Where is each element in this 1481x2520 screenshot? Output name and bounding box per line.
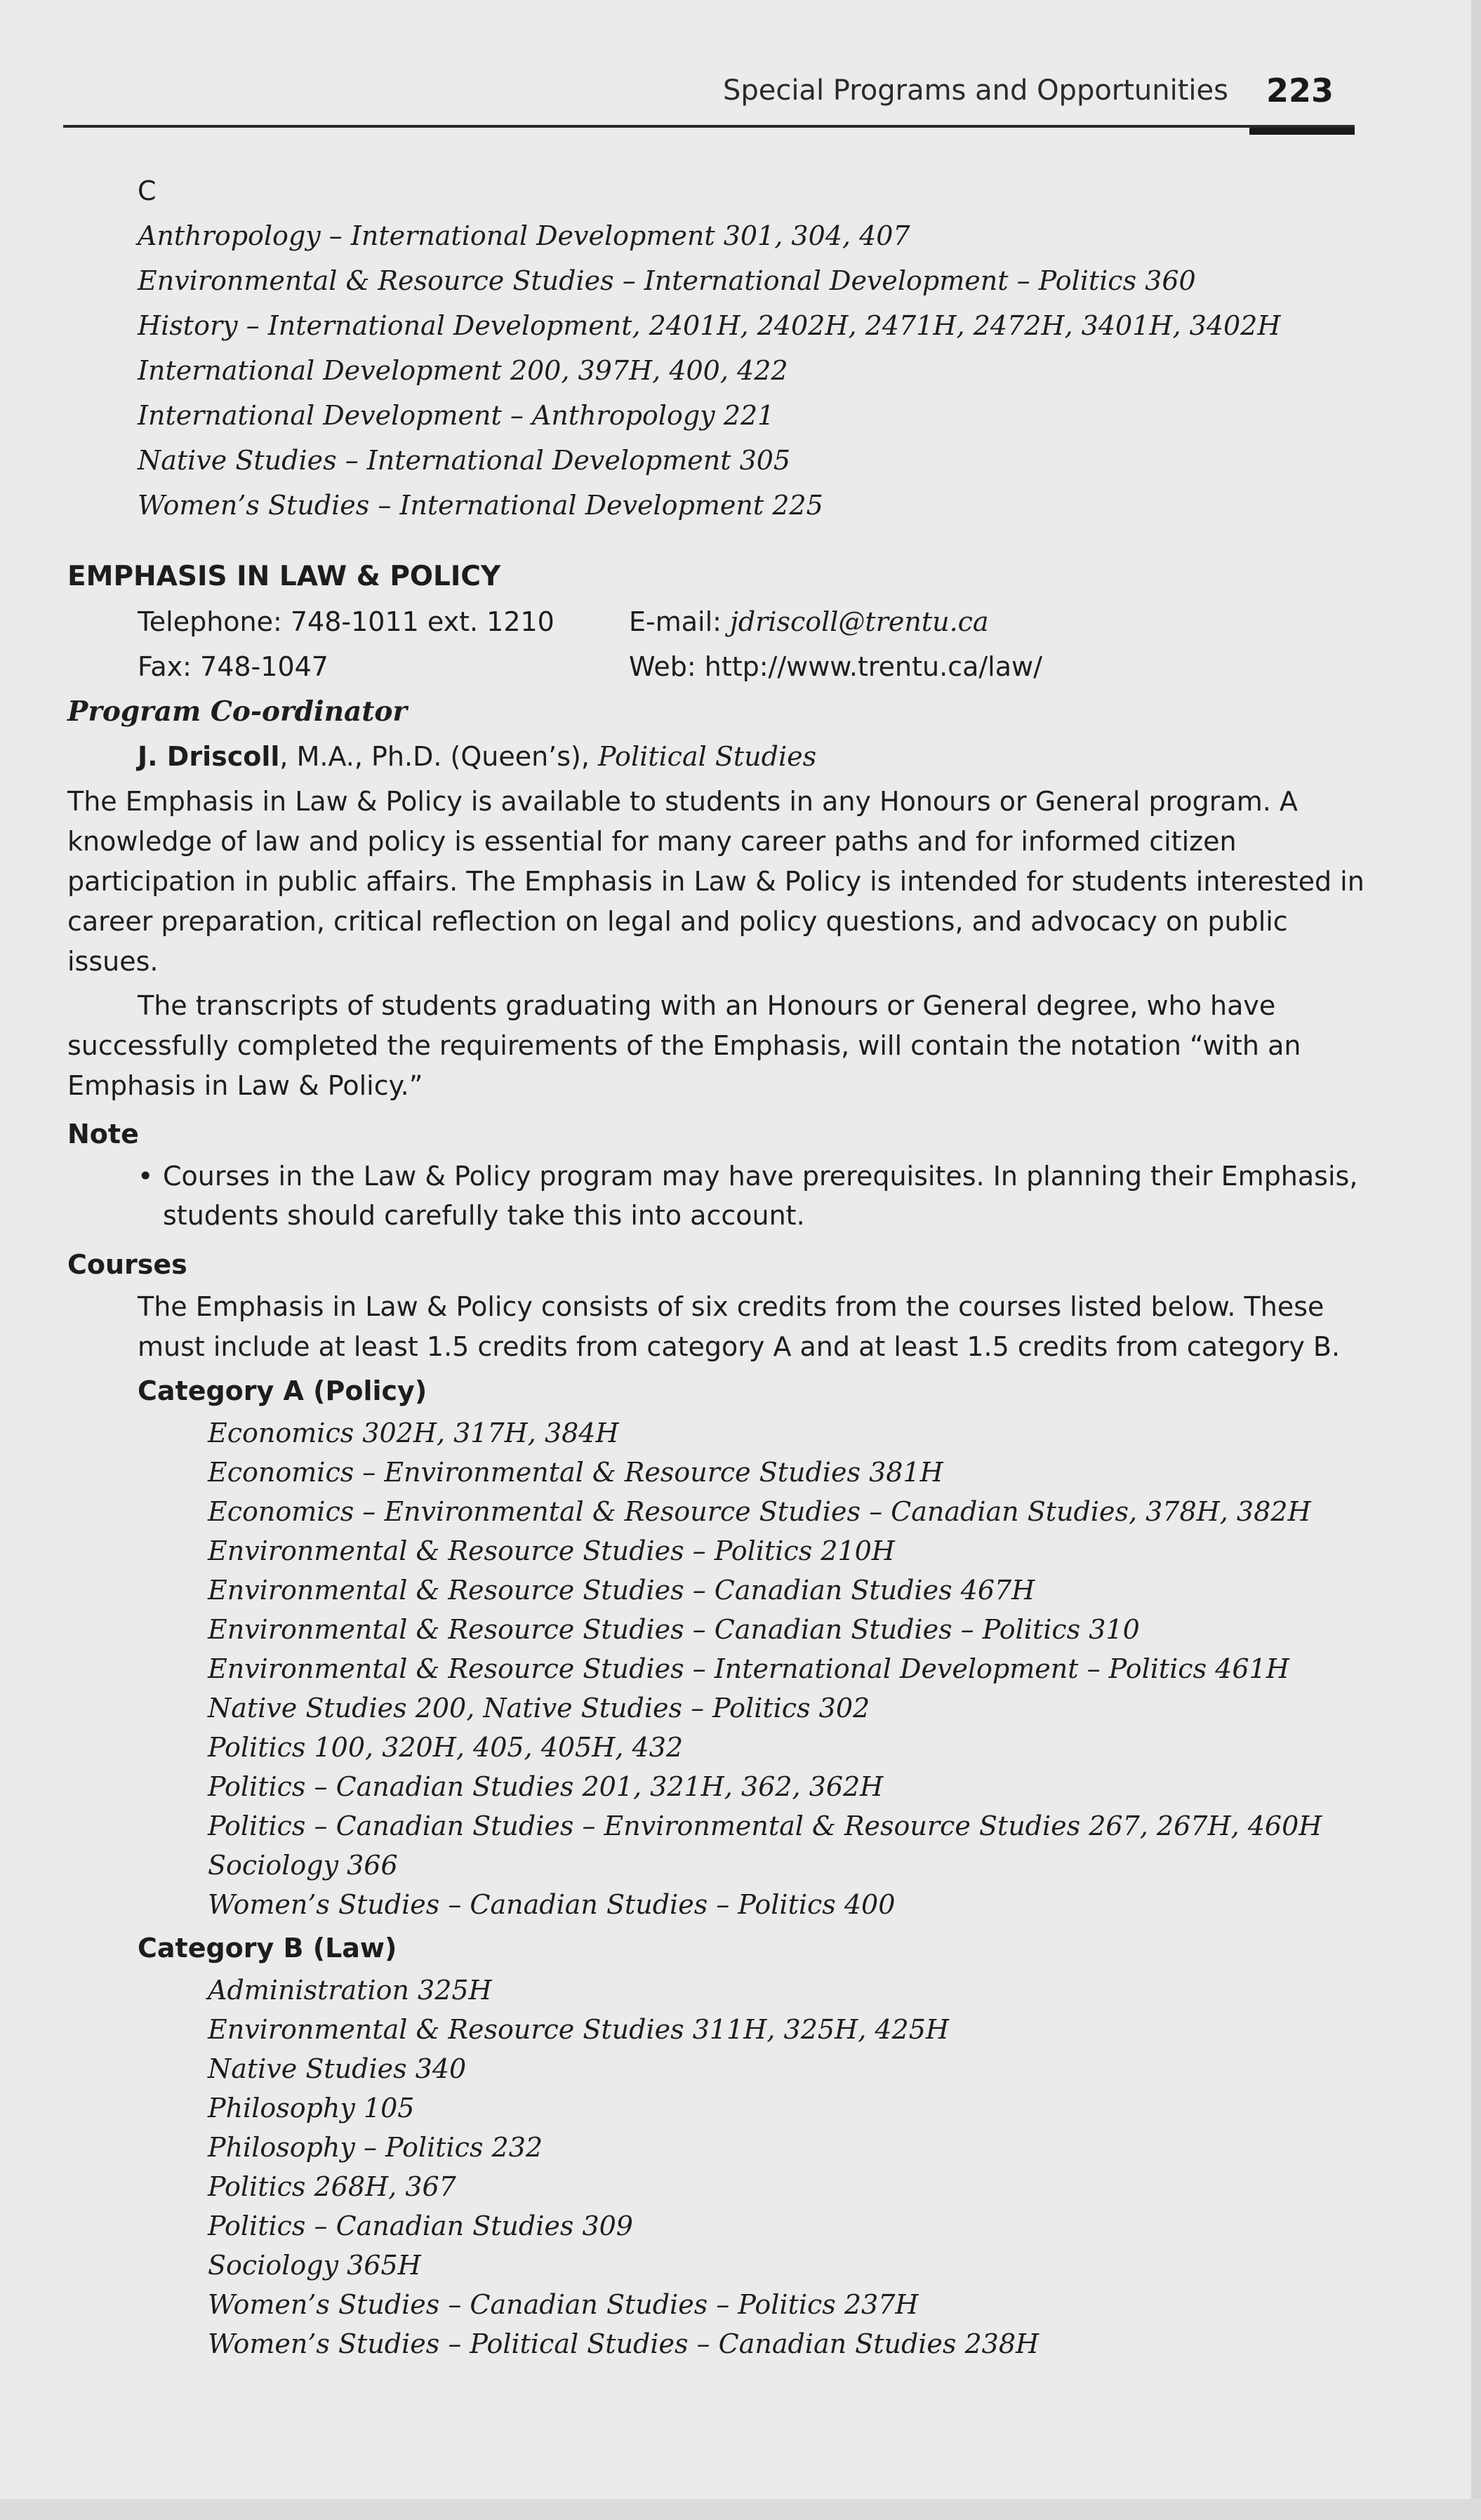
description-paragraph: The Emphasis in Law & Policy is available to students in any Honours or General program. A knowledge of law and policy is essential for many career paths and for informed citizen participation in public affairs. The Emphasis in Law & Policy is intended for students interested in career preparation, critical reflection on legal and policy questions, and advocacy on public issues.	[67, 786, 1364, 977]
list-item: History – International Development, 2401H, 2402H, 2471H, 2472H, 3401H, 3402H	[138, 310, 1281, 341]
list-item: Environmental & Resource Studies – Canadian Studies – Politics 310	[208, 1614, 1140, 1645]
fax: Fax: 748-1047	[138, 651, 328, 682]
coordinator-line	[67, 734, 1373, 779]
courses-heading: Courses	[67, 1249, 187, 1280]
bullet-icon: •	[138, 1161, 154, 1192]
page-bottom-edge	[0, 2499, 1481, 2520]
email-link[interactable]: jdriscoll@trentu.ca	[730, 606, 989, 637]
page-number: 223	[1266, 72, 1334, 109]
list-item: Environmental & Resource Studies – International Development – Politics 360	[138, 265, 1196, 296]
page-edge	[1471, 0, 1481, 2520]
list-item: Women’s Studies – Canadian Studies – Politics 400	[208, 1889, 896, 1920]
list-item: Sociology 366	[208, 1850, 398, 1881]
header-title: Special Programs and Opportunities	[722, 74, 1228, 107]
email-label: E-mail:	[629, 606, 731, 637]
coordinator-department: Political Studies	[598, 741, 817, 772]
list-item: Economics 302H, 317H, 384H	[208, 1418, 619, 1448]
category-b-list	[67, 1971, 1373, 2364]
list-item: Native Studies – International Development 305	[138, 445, 791, 476]
contact-row	[67, 599, 1373, 644]
coordinator-name: J. Driscoll	[138, 741, 280, 772]
note-bullet-text: Courses in the Law & Policy program may have prerequisites. In planning their Emphasis, students should carefully take this into account.	[163, 1161, 1358, 1231]
section-title: EMPHASIS IN LAW & POLICY	[67, 561, 501, 592]
list-item: Politics – Canadian Studies – Environmental & Resource Studies 267, 267H, 460H	[208, 1811, 1322, 1841]
category-b-title: Category B (Law)	[138, 1933, 397, 1964]
list-item: Women’s Studies – International Development 225	[138, 490, 823, 521]
list-item: International Development – Anthropology 221	[138, 400, 775, 431]
web-link[interactable]: Web: http://www.trentu.ca/law/	[629, 651, 1042, 682]
list-item: Environmental & Resource Studies – International Development – Politics 461H	[208, 1653, 1289, 1684]
category-c-label: C	[138, 175, 157, 206]
courses-intro: The Emphasis in Law & Policy consists of six credits from the courses listed below. These must include at least 1.5 credits from category A and at least 1.5 credits from category B.	[138, 1291, 1341, 1362]
note-bullet-item	[67, 1156, 1373, 1235]
list-item: International Development 200, 397H, 400, 422	[138, 355, 788, 386]
category-a-title: Category A (Policy)	[138, 1375, 427, 1406]
list-item: Economics – Environmental & Resource Studies 381H	[208, 1457, 943, 1488]
list-item: Politics 268H, 367	[208, 2171, 456, 2202]
email-line	[629, 599, 989, 644]
coordinator-heading: Program Co-ordinator	[67, 695, 407, 728]
list-item: Politics – Canadian Studies 201, 321H, 362, 362H	[208, 1771, 884, 1802]
list-item: Administration 325H	[208, 1975, 492, 2006]
list-item: Anthropology – International Development 301, 304, 407	[138, 220, 910, 251]
telephone: Telephone: 748-1011 ext. 1210	[138, 606, 554, 637]
contact-row	[67, 644, 1373, 689]
category-a-list	[67, 1413, 1373, 1924]
list-item: Philosophy – Politics 232	[208, 2132, 543, 2163]
page-content	[67, 168, 1373, 2364]
coordinator-degrees: , M.A., Ph.D. (Queen’s),	[279, 741, 599, 772]
running-header	[63, 62, 1355, 129]
list-item: Sociology 365H	[208, 2250, 421, 2281]
header-tab	[1249, 128, 1355, 135]
list-item: Environmental & Resource Studies – Politics 210H	[208, 1535, 895, 1566]
list-item: Environmental & Resource Studies – Canadian Studies 467H	[208, 1575, 1035, 1606]
list-item: Native Studies 340	[208, 2053, 467, 2084]
list-item: Politics – Canadian Studies 309	[208, 2211, 633, 2241]
list-item: Environmental & Resource Studies 311H, 325H, 425H	[208, 2014, 950, 2045]
list-item: Economics – Environmental & Resource Studies – Canadian Studies, 378H, 382H	[208, 1496, 1311, 1527]
transcript-paragraph: The transcripts of students graduating with an Honours or General degree, who have successfully completed the requirements of the Emphasis, will contain the notation “with an Emphasis in Law & Policy.”	[67, 990, 1301, 1101]
category-c-block	[67, 168, 1373, 528]
list-item: Women’s Studies – Canadian Studies – Politics 237H	[208, 2289, 919, 2320]
list-item: Philosophy 105	[208, 2093, 415, 2124]
header-rule	[63, 125, 1355, 128]
list-item: Politics 100, 320H, 405, 405H, 432	[208, 1732, 684, 1763]
list-item: Women’s Studies – Political Studies – Canadian Studies 238H	[208, 2328, 1040, 2359]
note-heading: Note	[67, 1119, 139, 1149]
list-item: Native Studies 200, Native Studies – Politics 302	[208, 1693, 870, 1724]
